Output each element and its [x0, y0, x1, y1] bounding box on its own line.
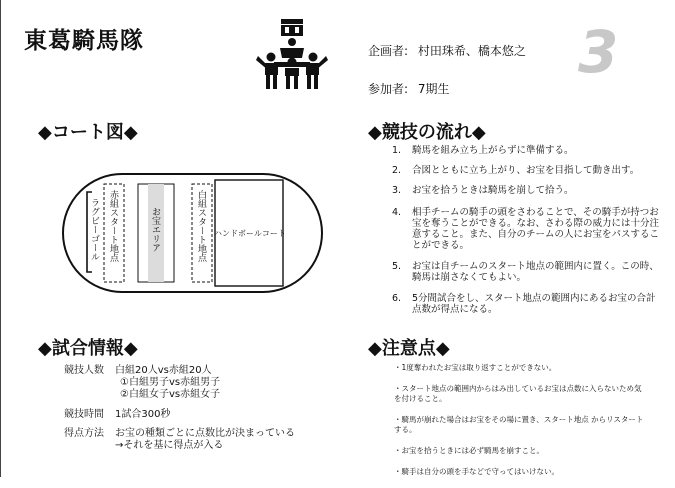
note-item: ・スタート地点の範囲内からはみ出しているお宝は点数に入らないため気を付けること。 [394, 384, 642, 403]
rugby-goal-label: ラグビーゴール [89, 198, 99, 261]
note-item: ・1度奪われたお宝は取り返すことができない。 [394, 363, 557, 372]
organizer-value: 村田珠希、橋本悠之 [417, 44, 526, 58]
players-line-1: 白組20人vs赤組20人 [115, 365, 212, 376]
scoring-label: 得点方法 [64, 428, 104, 439]
notes-list [394, 363, 644, 488]
cavalry-pictogram-icon [254, 18, 330, 90]
flow-list [392, 145, 662, 323]
page-title: 東葛騎馬隊 [24, 28, 144, 54]
flow-item: 1. 騎馬を組み立ち上がらずに準備する。 [392, 145, 574, 156]
page-number: 3 [578, 18, 619, 86]
note-item: ・騎手は自分の頭を手などで守ってはいけない。 [394, 467, 559, 476]
court-heading: ◆コート図◆ [38, 122, 138, 143]
white-start-label: 白組スタート地点 [196, 190, 206, 262]
participant-line [368, 80, 450, 97]
players-line-3: ②白組女子vs赤組女子 [120, 389, 221, 400]
time-label: 競技時間 [64, 409, 104, 420]
info-block [64, 364, 344, 464]
note-item: ・騎馬が崩れた場合はお宝をその場に置き、スタート地点 からリスタートする。 [394, 415, 644, 434]
participant-label: 参加者: [368, 82, 409, 96]
players-label: 競技人数 [64, 365, 104, 376]
treasure-area-label: お宝エリア [150, 207, 160, 252]
red-start-label: 赤組スタート地点 [108, 190, 118, 262]
organizer-label: 企画者: [368, 44, 409, 58]
scoring-line-2: →それを基に得点が入る [115, 440, 224, 451]
notes-heading: ◆注意点◆ [368, 338, 450, 359]
flow-item: 5. お宝は自チームのスタート地点の範囲内に置く。この時、騎馬は崩さなくてもよい。 [392, 261, 659, 283]
players-line-2: ①白組男子vs赤組男子 [120, 377, 221, 388]
organizer-line [368, 42, 526, 59]
info-heading: ◆試合情報◆ [38, 338, 138, 359]
page-left-border [0, 0, 1, 477]
scoring-line-1: お宝の種類ごとに点数比が決まっている [115, 428, 295, 439]
flow-heading: ◆競技の流れ◆ [368, 122, 486, 143]
flow-item: 3. お宝を拾うときは騎馬を崩して拾う。 [392, 185, 574, 196]
flow-item: 2. 合図とともに立ち上がり、お宝を目指して動き出す。 [392, 165, 640, 176]
handball-court-label: ハンドボールコート [214, 229, 286, 238]
flow-item: 6. 5分間試合をし、スタート地点の範囲内にあるお宝の合計点数が得点になる。 [392, 293, 656, 315]
flow-item: 4. 相手チームの騎手の頭をさわることで、その騎手が持つお宝を奪うことができる。なお、さわる際の威力には十分注意すること。また、自分のチームの人にお宝をパスすることができる。 [392, 207, 660, 251]
participant-value: 7期生 [417, 82, 450, 96]
time-value: 1試合300秒 [115, 409, 171, 420]
note-item: ・お宝を拾うときには必ず騎馬を崩すこと。 [394, 446, 544, 455]
